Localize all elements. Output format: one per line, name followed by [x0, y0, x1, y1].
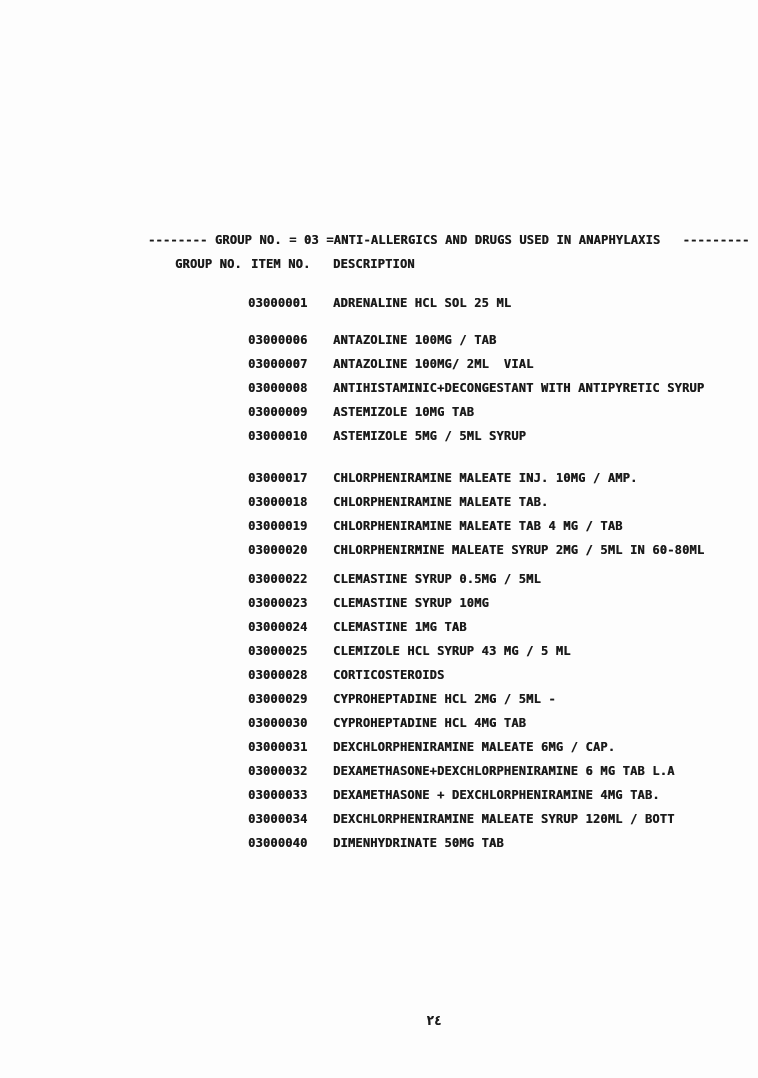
item-no-cell: 03000031: [248, 740, 308, 754]
item-no-cell: 03000017: [248, 471, 308, 485]
table-row: [0, 291, 758, 315]
group-header-line: -------- GROUP NO. = 03 =ANTI-ALLERGICS AND DRUGS USED IN ANAPHYLAXIS ---------: [148, 233, 750, 247]
table-row: [0, 639, 758, 663]
description-cell: ANTAZOLINE 100MG/ 2ML VIAL: [333, 357, 534, 371]
item-no-cell: 03000025: [248, 644, 308, 658]
table-row: [0, 831, 758, 855]
table-row: [0, 711, 758, 735]
description-cell: ANTAZOLINE 100MG / TAB: [333, 333, 497, 347]
item-section: [0, 567, 758, 855]
description-cell: ASTEMIZOLE 5MG / 5ML SYRUP: [333, 429, 527, 443]
description-cell: CYPROHEPTADINE HCL 4MG TAB: [333, 716, 527, 730]
item-no-cell: 03000040: [248, 836, 308, 850]
table-row: [0, 759, 758, 783]
item-no-cell: 03000007: [248, 357, 308, 371]
description-cell: CLEMASTINE SYRUP 10MG: [333, 596, 489, 610]
table-row: [0, 400, 758, 424]
table-row: [0, 807, 758, 831]
table-row: [0, 615, 758, 639]
page-number: ٢٤: [426, 1014, 442, 1029]
item-no-cell: 03000024: [248, 620, 308, 634]
item-section: [0, 466, 758, 562]
table-row: [0, 735, 758, 759]
description-cell: CHLORPHENIRAMINE MALEATE TAB.: [333, 495, 549, 509]
description-cell: CHLORPHENIRAMINE MALEATE TAB 4 MG / TAB: [333, 519, 623, 533]
description-cell: ANTIHISTAMINIC+DECONGESTANT WITH ANTIPYRETIC SYRUP: [333, 381, 705, 395]
item-no-cell: 03000018: [248, 495, 308, 509]
description-cell: DEXAMETHASONE+DEXCHLORPHENIRAMINE 6 MG TAB L.A: [333, 764, 675, 778]
description-cell: CLEMASTINE SYRUP 0.5MG / 5ML: [333, 572, 541, 586]
description-cell: CHLORPHENIRAMINE MALEATE INJ. 10MG / AMP.: [333, 471, 638, 485]
item-no-cell: 03000034: [248, 812, 308, 826]
item-section: [0, 328, 758, 448]
item-no-cell: 03000020: [248, 543, 308, 557]
table-row: [0, 591, 758, 615]
item-no-cell: 03000010: [248, 429, 308, 443]
column-headers: [0, 256, 758, 272]
table-row: [0, 490, 758, 514]
item-no-cell: 03000001: [248, 296, 308, 310]
table-row: [0, 328, 758, 352]
description-cell: ASTEMIZOLE 10MG TAB: [333, 405, 475, 419]
description-cell: DEXAMETHASONE + DEXCHLORPHENIRAMINE 4MG TAB.: [333, 788, 660, 802]
table-row: [0, 783, 758, 807]
description-cell: CLEMASTINE 1MG TAB: [333, 620, 467, 634]
table-row: [0, 424, 758, 448]
item-section: [0, 291, 758, 315]
table-row: [0, 687, 758, 711]
item-no-cell: 03000009: [248, 405, 308, 419]
column-header-group-no: GROUP NO.: [175, 257, 242, 271]
table-row: [0, 663, 758, 687]
description-cell: CHLORPHENIRMINE MALEATE SYRUP 2MG / 5ML IN 60-80ML: [333, 543, 705, 557]
item-no-cell: 03000033: [248, 788, 308, 802]
table-row: [0, 538, 758, 562]
item-no-cell: 03000019: [248, 519, 308, 533]
table-row: [0, 567, 758, 591]
description-cell: CYPROHEPTADINE HCL 2MG / 5ML -: [333, 692, 556, 706]
item-no-cell: 03000029: [248, 692, 308, 706]
description-cell: DEXCHLORPHENIRAMINE MALEATE 6MG / CAP.: [333, 740, 616, 754]
item-no-cell: 03000023: [248, 596, 308, 610]
description-cell: DEXCHLORPHENIRAMINE MALEATE SYRUP 120ML / BOTT: [333, 812, 675, 826]
column-header-description: DESCRIPTION: [333, 257, 415, 271]
description-cell: ADRENALINE HCL SOL 25 ML: [333, 296, 512, 310]
item-no-cell: 03000006: [248, 333, 308, 347]
description-cell: CORTICOSTEROIDS: [333, 668, 445, 682]
item-list: [0, 291, 758, 855]
item-no-cell: 03000022: [248, 572, 308, 586]
table-row: [0, 466, 758, 490]
description-cell: DIMENHYDRINATE 50MG TAB: [333, 836, 504, 850]
item-no-cell: 03000032: [248, 764, 308, 778]
table-row: [0, 376, 758, 400]
item-no-cell: 03000028: [248, 668, 308, 682]
column-header-item-no: ITEM NO.: [251, 257, 311, 271]
item-no-cell: 03000008: [248, 381, 308, 395]
table-row: [0, 514, 758, 538]
item-no-cell: 03000030: [248, 716, 308, 730]
description-cell: CLEMIZOLE HCL SYRUP 43 MG / 5 ML: [333, 644, 571, 658]
table-row: [0, 352, 758, 376]
